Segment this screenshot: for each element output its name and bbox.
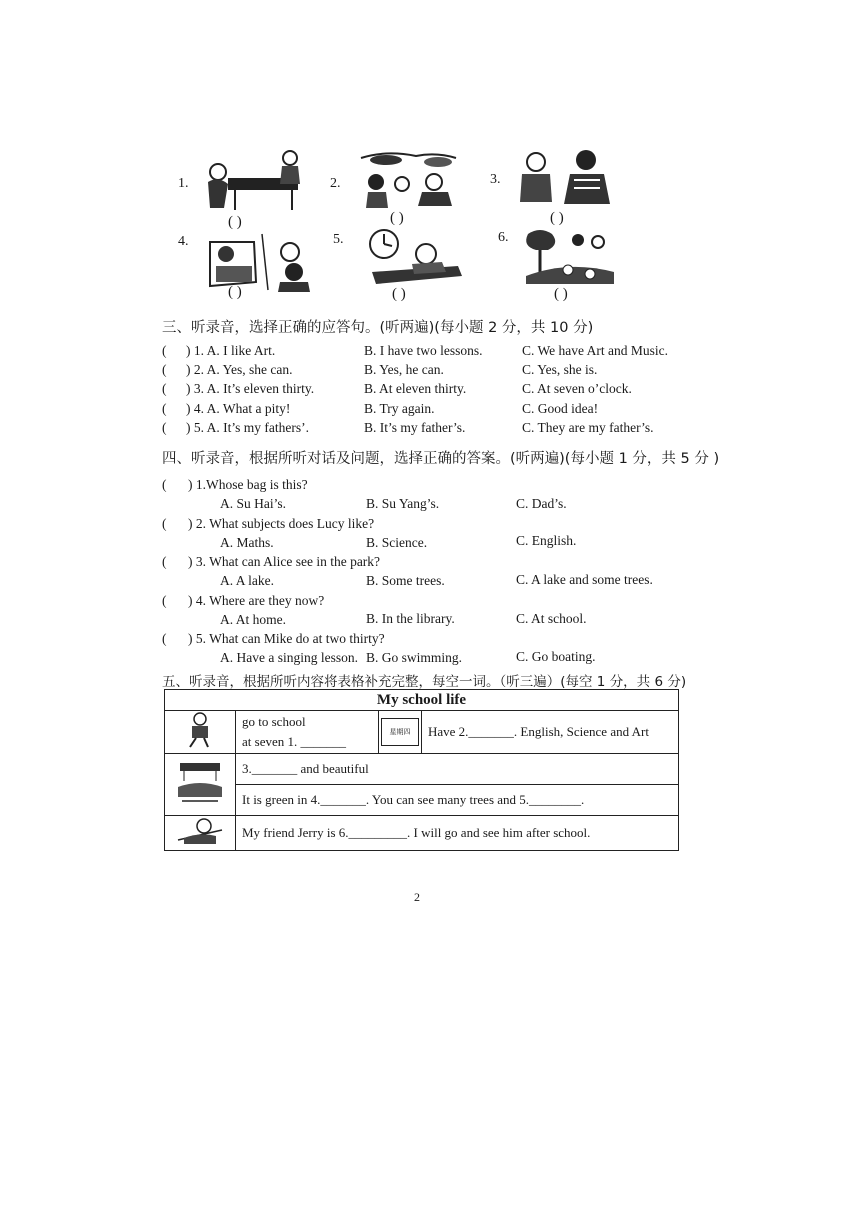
question-item [162, 631, 682, 669]
answer-parenthesis[interactable]: ( [162, 420, 167, 435]
option-b: B. Su Yang’s. [366, 496, 440, 511]
table-title: My school life [165, 690, 679, 711]
option-a: ) 1. A. I like Art. [186, 343, 276, 358]
park-cell [165, 754, 236, 816]
option-c: C. Good idea! [522, 401, 599, 416]
option-a: A. At home. [220, 612, 286, 627]
option-a: A. Maths. [220, 535, 274, 550]
answer-parenthesis[interactable]: ( [162, 401, 167, 416]
question-item [162, 477, 682, 515]
question-row [162, 362, 682, 380]
option-a: A. Su Hai’s. [220, 496, 287, 511]
option-b: B. Try again. [364, 401, 435, 416]
answer-parenthesis[interactable]: ( [162, 516, 167, 531]
question-row [162, 343, 682, 361]
sleeping-picture [206, 232, 312, 292]
school-life-table [164, 689, 679, 851]
option-a: A. A lake. [220, 573, 274, 588]
friend-cell [165, 816, 236, 851]
answer-parenthesis[interactable]: ( ) [550, 210, 564, 226]
option-a: ) 3. A. It’s eleven thirty. [186, 381, 315, 396]
calendar-cell [379, 711, 422, 754]
option-c: C. They are my father’s. [522, 420, 654, 435]
picture-number: 2. [330, 176, 341, 191]
question-text: ) 4. Where are they now? [188, 593, 325, 608]
answer-parenthesis[interactable]: ( ) [554, 286, 568, 302]
option-c: C. At seven o’clock. [522, 381, 632, 396]
beautiful-cell[interactable]: 3._______ and beautiful [236, 754, 679, 785]
picture-number: 5. [333, 232, 344, 247]
page-number: 2 [414, 890, 420, 904]
option-c: C. At school. [516, 611, 587, 626]
question-text: ) 2. What subjects does Lucy like? [188, 516, 375, 531]
answer-parenthesis[interactable]: ( ) [228, 214, 242, 230]
picture-number: 4. [178, 234, 189, 249]
option-c: C. English. [516, 533, 577, 548]
go-to-school-line2[interactable]: at seven 1. _______ [242, 734, 346, 749]
calendar-icon [381, 718, 419, 746]
calendar-label: 星期四 [389, 728, 411, 736]
answer-parenthesis[interactable]: ( [162, 381, 167, 396]
ping-pong-picture [200, 150, 305, 212]
question-item [162, 554, 682, 592]
option-b: B. At eleven thirty. [364, 381, 467, 396]
picture-number: 1. [178, 176, 189, 191]
option-b: B. I have two lessons. [364, 343, 483, 358]
answer-parenthesis[interactable]: ( [162, 362, 167, 377]
answer-parenthesis[interactable]: ( [162, 477, 167, 492]
option-b: B. It’s my father’s. [364, 420, 466, 435]
go-to-school-line1: go to school [242, 714, 306, 729]
option-c: C. We have Art and Music. [522, 343, 669, 358]
boating-picture [356, 148, 461, 210]
park-picture [518, 226, 618, 286]
option-a: A. Have a singing lesson. [220, 650, 358, 665]
clock-picture [362, 228, 467, 288]
option-a: ) 4. A. What a pity! [186, 401, 291, 416]
section-5-title: 五、听录音，根据所听内容将表格补充完整，每空一词。（听三遍）(每空 1 分，共 6 分) [162, 674, 687, 690]
option-c: C. Go boating. [516, 649, 596, 664]
go-to-school-cell [236, 711, 379, 754]
answer-parenthesis[interactable]: ( ) [390, 210, 404, 226]
question-item [162, 516, 682, 554]
answer-parenthesis[interactable]: ( ) [392, 286, 406, 302]
answer-parenthesis[interactable]: ( [162, 554, 167, 569]
answer-parenthesis[interactable]: ( [162, 593, 167, 608]
option-b: B. In the library. [366, 611, 455, 626]
shopping-picture [516, 148, 621, 208]
option-b: B. Science. [366, 535, 428, 550]
answer-parenthesis[interactable]: ( [162, 343, 167, 358]
friend-text-cell[interactable]: My friend Jerry is 6._________. I will go and see him after school. [236, 816, 679, 851]
sick-friend-icon [176, 816, 224, 846]
option-c: C. Yes, she is. [522, 362, 598, 377]
question-text: ) 5. What can Mike do at two thirty? [188, 631, 385, 646]
option-a: ) 2. A. Yes, she can. [186, 362, 293, 377]
section-3-title: 三、听录音，选择正确的应答句。(听两遍)(每小题 2 分，共 10 分) [162, 320, 594, 336]
option-b: B. Some trees. [366, 573, 445, 588]
park-icon [176, 757, 224, 809]
answer-parenthesis[interactable]: ( [162, 631, 167, 646]
option-c: C. A lake and some trees. [516, 572, 653, 587]
picture-number: 6. [498, 230, 509, 245]
option-b: B. Yes, he can. [364, 362, 444, 377]
option-c: C. Dad’s. [516, 496, 567, 511]
section-4-title: 四、听录音，根据所听对话及问题，选择正确的答案。(听两遍)(每小题 1 分，共 5 分 ) [162, 451, 720, 467]
have-lessons-cell[interactable]: Have 2._______. English, Science and Art [422, 711, 679, 754]
walking-student-cell [165, 711, 236, 754]
option-a: ) 5. A. It’s my fathers’. [186, 420, 309, 435]
question-row [162, 381, 682, 399]
question-text: ) 3. What can Alice see in the park? [188, 554, 381, 569]
question-text: ) 1.Whose bag is this? [188, 477, 308, 492]
question-item [162, 593, 682, 631]
option-b: B. Go swimming. [366, 650, 463, 665]
question-row [162, 420, 682, 438]
answer-parenthesis[interactable]: ( ) [228, 284, 242, 300]
walking-student-icon [180, 711, 220, 749]
green-cell[interactable]: It is green in 4._______. You can see many trees and 5.________. [236, 785, 679, 816]
picture-number: 3. [490, 172, 501, 187]
question-row [162, 401, 682, 419]
